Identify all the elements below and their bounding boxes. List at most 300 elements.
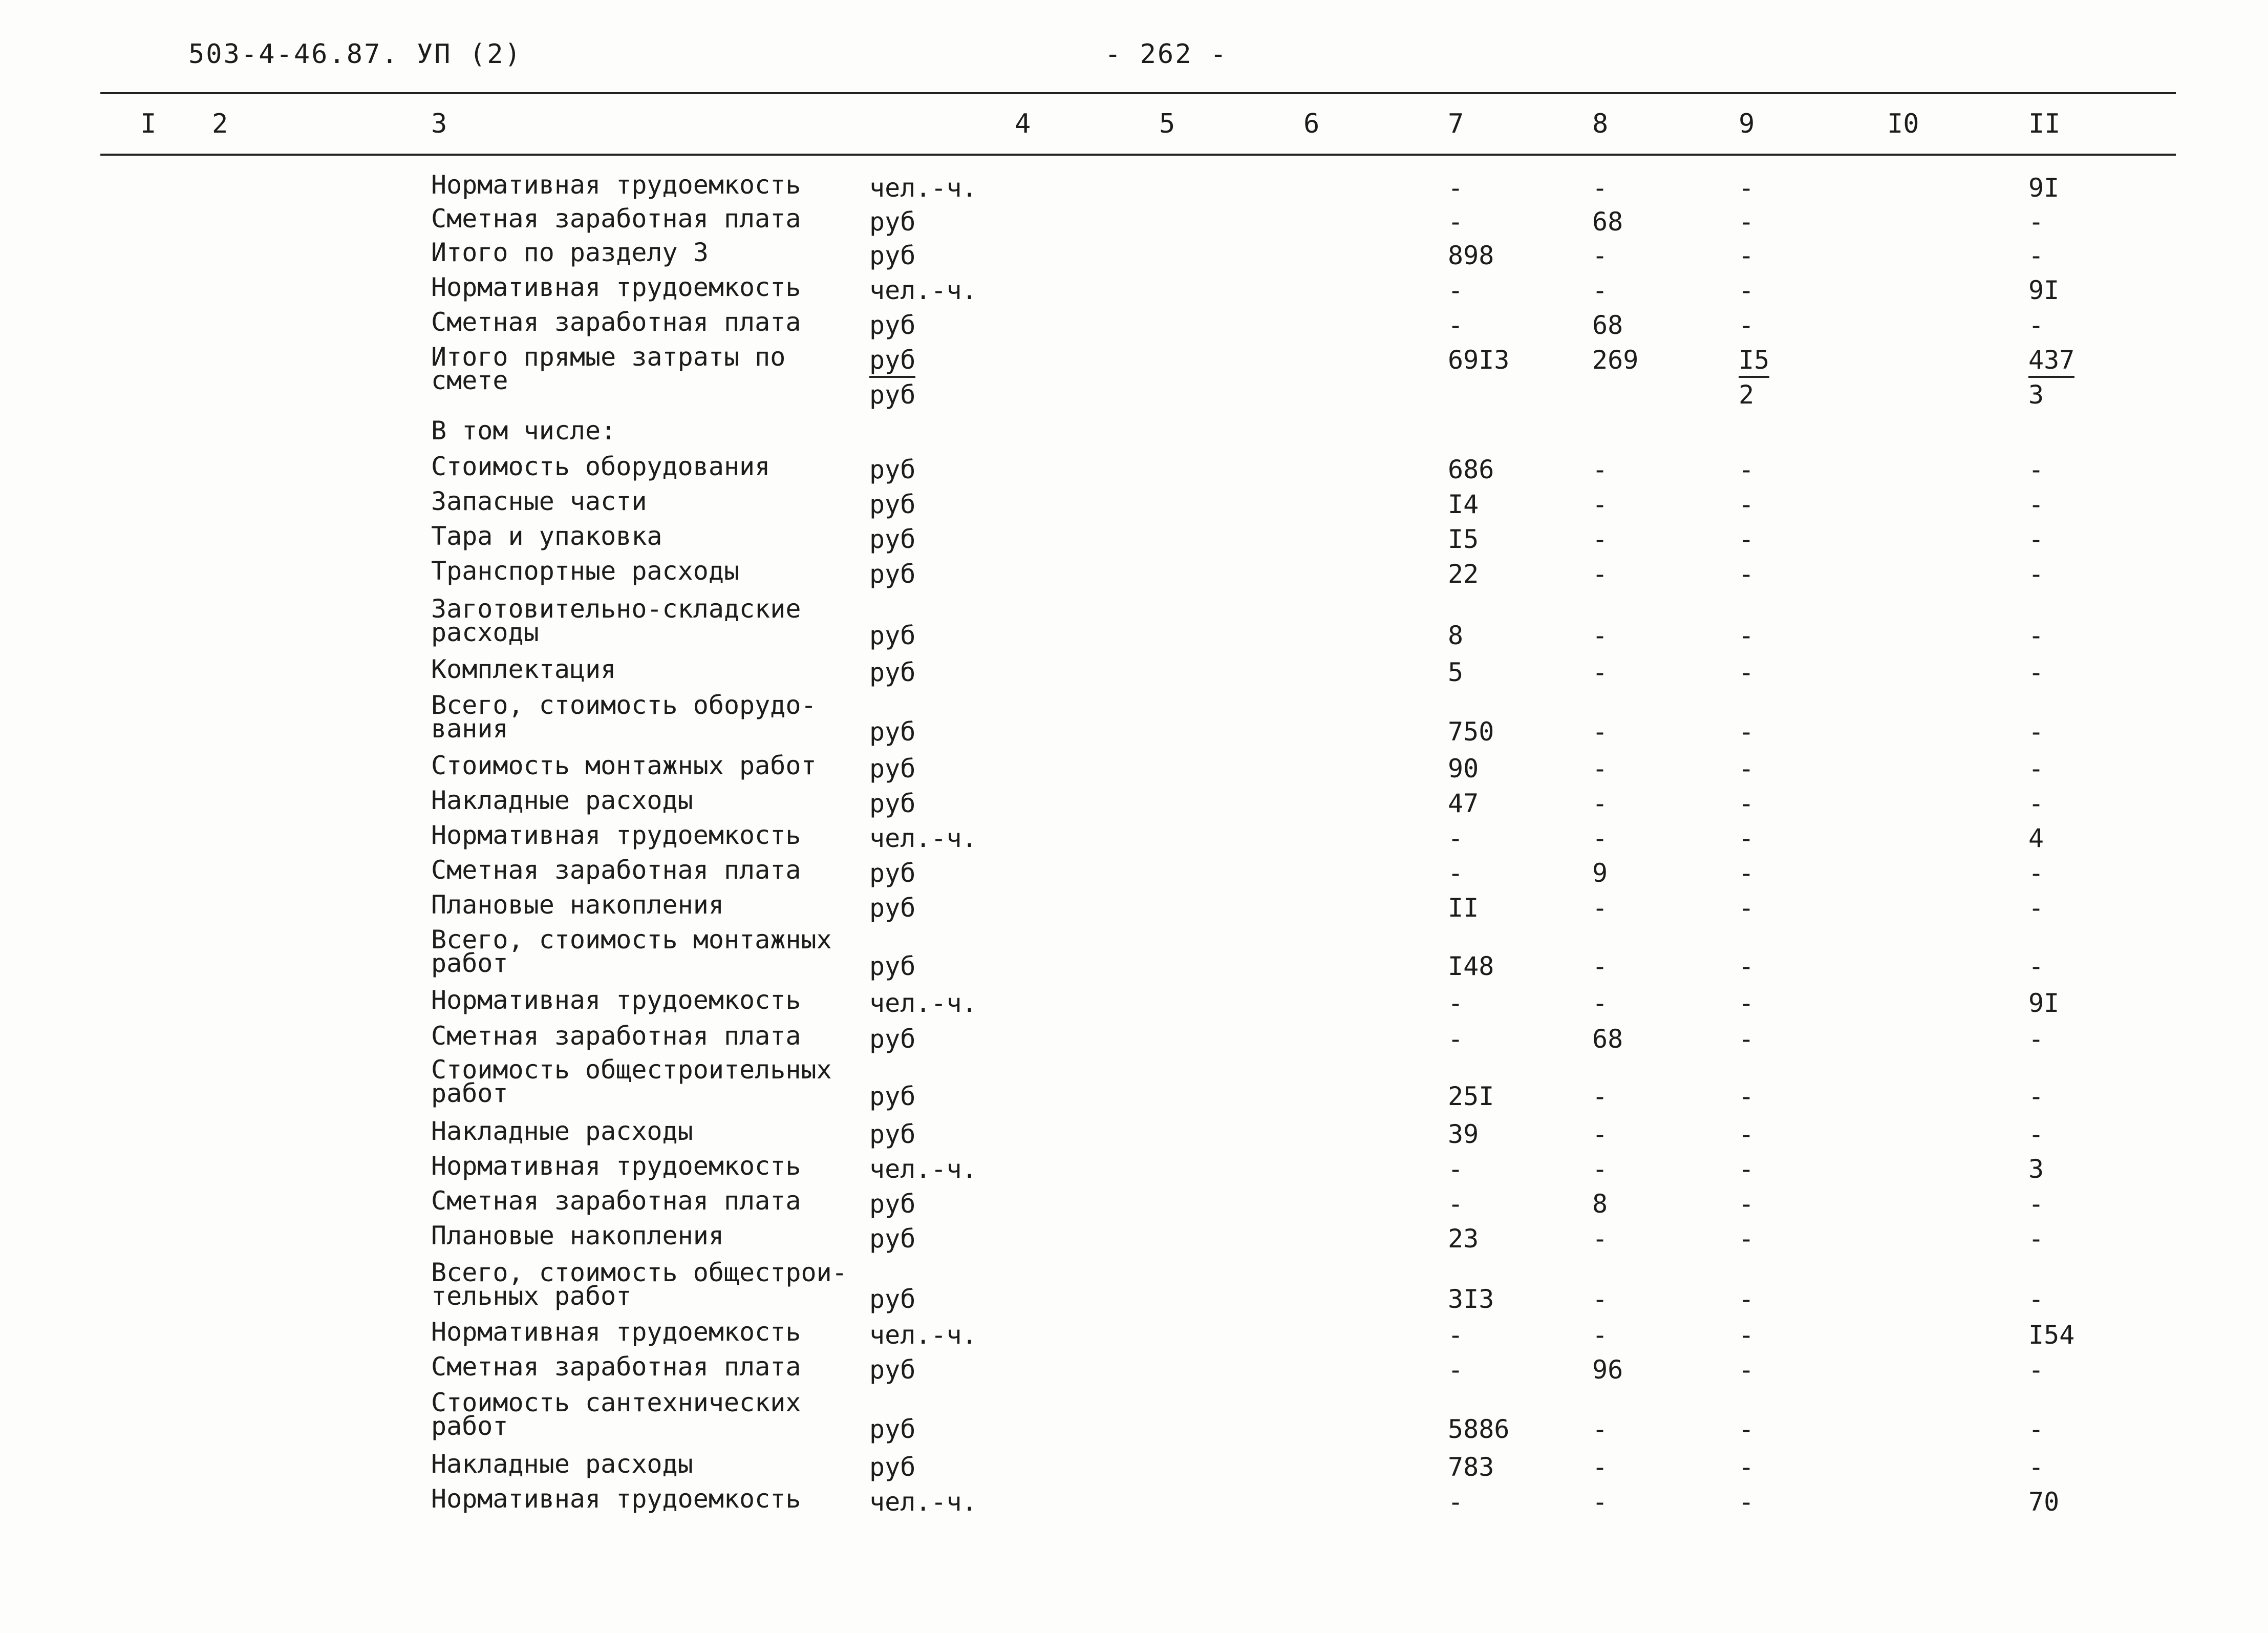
unit-cell-value: руб	[869, 455, 916, 484]
col7-cell	[1448, 858, 1463, 888]
col9-cell	[1739, 754, 1754, 783]
unit-cell	[869, 559, 915, 589]
column-header-5: 5	[1159, 109, 1175, 139]
col11-cell	[2028, 1320, 2074, 1350]
col9-cell	[1739, 893, 1754, 923]
col8-cell	[1592, 1452, 1608, 1482]
col8-cell	[1592, 559, 1608, 589]
row-description	[431, 985, 801, 1015]
row-description-line: Сметная заработная плата	[431, 307, 801, 337]
table-top-rule	[100, 92, 2176, 94]
row-description	[431, 1317, 801, 1347]
col11-cell-value: -	[2028, 559, 2044, 589]
col8-cell	[1592, 658, 1608, 687]
unit-cell	[869, 310, 915, 340]
unit-cell	[869, 621, 915, 650]
column-header-8: 8	[1592, 109, 1609, 139]
unit-cell	[869, 1414, 915, 1444]
unit-cell	[869, 524, 915, 554]
column-header-3: 3	[431, 109, 447, 139]
col7-cell-value: 8	[1448, 621, 1464, 650]
col9-cell	[1739, 789, 1754, 818]
col9-cell	[1739, 1189, 1754, 1219]
unit-cell-value: руб	[869, 717, 916, 747]
col7-cell	[1448, 455, 1494, 484]
row-description-line: Всего, стоимость монтажных	[431, 925, 832, 955]
column-header-4: 4	[1015, 109, 1031, 139]
col11-cell	[2028, 1284, 2044, 1314]
row-description-line: расходы	[431, 618, 539, 647]
col8-cell-value: -	[1592, 658, 1608, 687]
col8-cell	[1592, 1284, 1608, 1314]
col7-cell	[1448, 490, 1479, 519]
col9-cell	[1739, 1452, 1754, 1482]
col8-cell	[1592, 455, 1608, 484]
unit-cell	[869, 893, 915, 923]
row-description-line: Плановые накопления	[431, 890, 724, 920]
col8-cell	[1592, 275, 1608, 305]
unit-cell	[869, 754, 915, 783]
row-description	[431, 690, 817, 744]
row-description	[431, 1116, 693, 1146]
col9-cell-value: -	[1739, 1224, 1755, 1254]
col11-cell-value: I54	[2028, 1320, 2075, 1350]
col8-cell-value: 9	[1592, 858, 1608, 888]
row-description-line: В том числе:	[431, 416, 616, 446]
unit-cell	[869, 858, 915, 888]
col9-cell-value: -	[1739, 658, 1755, 687]
col8-cell	[1592, 1081, 1608, 1111]
col9-cell-value: -	[1739, 893, 1755, 923]
row-description-line: Всего, стоимость общестрои-	[431, 1258, 847, 1287]
column-header-9: 9	[1739, 109, 1755, 139]
unit-cell	[869, 1024, 915, 1054]
unit-cell-value: руб	[869, 858, 916, 888]
row-description	[431, 855, 801, 885]
col11-cell-value: -	[2028, 1119, 2044, 1149]
unit-cell	[869, 1119, 915, 1149]
col8-cell	[1592, 173, 1608, 203]
col9-cell-value: -	[1739, 490, 1755, 519]
col8-cell-value: -	[1592, 717, 1608, 747]
col11-cell	[2028, 1452, 2044, 1482]
col11-cell-value: -	[2028, 1024, 2044, 1054]
col8-cell-value: -	[1592, 524, 1608, 554]
col7-cell	[1448, 310, 1463, 340]
col8-cell-value: -	[1592, 455, 1608, 484]
unit-cell	[869, 789, 915, 818]
col7-cell-value: I4	[1448, 490, 1479, 519]
col8-cell-value: -	[1592, 559, 1608, 589]
col7-cell-value: -	[1448, 207, 1464, 237]
unit-cell-value: чел.-ч.	[869, 1154, 977, 1184]
row-description-line: Нормативная трудоемкость	[431, 985, 801, 1015]
col7-cell	[1448, 951, 1494, 981]
col9-cell-value: -	[1739, 988, 1755, 1018]
col11-cell	[2028, 789, 2044, 818]
row-description-line: Стоимость оборудования	[431, 452, 771, 481]
row-description-line: Накладные расходы	[431, 1116, 693, 1146]
row-description-line: Нормативная трудоемкость	[431, 1317, 801, 1347]
col11-cell-value: -	[2028, 207, 2044, 237]
unit-cell-value: руб	[869, 1081, 916, 1111]
row-description-line: Сметная заработная плата	[431, 1352, 801, 1382]
unit-cell-value: руб	[869, 1355, 916, 1385]
col9-cell-value: -	[1739, 1081, 1755, 1111]
col7-cell-value: 5886	[1448, 1414, 1510, 1444]
row-description-line: Стоимость общестроительных	[431, 1055, 832, 1085]
row-description-line: Сметная заработная плата	[431, 1021, 801, 1051]
document-code: 503-4-46.87. УП (2)	[188, 39, 522, 70]
col7-cell-value: -	[1448, 275, 1464, 305]
row-description-line: Стоимость сантехнических	[431, 1388, 801, 1417]
row-description	[431, 594, 801, 647]
col9-cell	[1739, 173, 1754, 203]
col8-cell	[1592, 1224, 1608, 1254]
row-description-line: работ	[431, 1411, 508, 1441]
unit-cell	[869, 455, 915, 484]
col11-cell	[2028, 1154, 2044, 1184]
col11-cell-value: -	[2028, 524, 2044, 554]
unit-cell-value: руб	[869, 1414, 916, 1444]
col7-cell-value: -	[1448, 1154, 1464, 1184]
col11-cell	[2028, 1119, 2044, 1149]
unit-cell-value: чел.-ч.	[869, 1320, 977, 1350]
col11-cell-value: -	[2028, 1224, 2044, 1254]
row-description-line: смете	[431, 366, 508, 395]
unit-cell-value: чел.-ч.	[869, 275, 977, 305]
row-description-line: Сметная заработная плата	[431, 1186, 801, 1216]
row-description	[431, 204, 801, 234]
col7-cell-value: -	[1448, 1024, 1464, 1054]
unit-cell	[869, 241, 915, 270]
unit-cell-value: руб	[869, 490, 916, 519]
unit-cell-denominator-value: руб	[869, 380, 916, 410]
row-description-line: Нормативная трудоемкость	[431, 272, 801, 302]
column-header-1: I	[140, 109, 157, 139]
col8-cell-value: -	[1592, 1154, 1608, 1184]
col11-cell-value: -	[2028, 858, 2044, 888]
column-header-11: II	[2028, 109, 2061, 139]
row-description-line: работ	[431, 948, 508, 978]
col7-cell	[1448, 173, 1463, 203]
col11-cell	[2028, 1024, 2044, 1054]
unit-cell	[869, 345, 915, 375]
unit-cell	[869, 988, 977, 1018]
unit-cell	[869, 490, 915, 519]
row-description-line: вания	[431, 714, 508, 744]
col9-cell-value: -	[1739, 275, 1755, 305]
col11-cell-value: 70	[2028, 1487, 2060, 1517]
row-description	[431, 1021, 801, 1051]
unit-cell	[869, 823, 977, 853]
unit-cell-value: руб	[869, 241, 916, 270]
col11-cell-value: -	[2028, 1081, 2044, 1111]
col7-cell	[1448, 1284, 1494, 1314]
col7-cell	[1448, 823, 1463, 853]
col11-cell-value: -	[2028, 455, 2044, 484]
col8-cell	[1592, 823, 1608, 853]
row-description	[431, 486, 647, 516]
col9-cell-value: -	[1739, 823, 1755, 853]
col7-cell-value: 5	[1448, 658, 1464, 687]
col7-cell-value: 23	[1448, 1224, 1479, 1254]
col8-cell	[1592, 241, 1608, 270]
unit-cell-value: руб	[869, 524, 916, 554]
col8-cell-value: -	[1592, 988, 1608, 1018]
col7-cell-value: 69I3	[1448, 345, 1510, 375]
col9-cell-denominator	[1739, 380, 1754, 410]
col7-cell-value: II	[1448, 893, 1479, 923]
col9-cell	[1739, 524, 1754, 554]
unit-cell	[869, 1224, 915, 1254]
row-description-line: Комплектация	[431, 654, 616, 684]
col9-cell	[1739, 823, 1754, 853]
col11-cell	[2028, 988, 2059, 1018]
row-description-line: Тара и упаковка	[431, 521, 662, 551]
col8-cell-value: -	[1592, 754, 1608, 783]
col8-cell	[1592, 1119, 1608, 1149]
row-description-line: Заготовительно-складские	[431, 594, 801, 624]
col7-cell-value: 750	[1448, 717, 1494, 747]
col11-cell-value: -	[2028, 310, 2044, 340]
col8-cell-value: -	[1592, 1320, 1608, 1350]
col7-cell-value: 22	[1448, 559, 1479, 589]
unit-cell	[869, 1320, 977, 1350]
col7-cell-value: 39	[1448, 1119, 1479, 1149]
col9-cell-value: -	[1739, 1284, 1755, 1314]
col9-cell-denominator-value: 2	[1739, 380, 1755, 410]
col9-cell-value: -	[1739, 1487, 1755, 1517]
unit-cell-value: руб	[869, 789, 916, 818]
col11-cell	[2028, 1487, 2059, 1517]
unit-cell-value: руб	[869, 1024, 916, 1054]
col8-cell-value: -	[1592, 1284, 1608, 1314]
col11-cell	[2028, 658, 2044, 687]
col9-cell-value: -	[1739, 951, 1755, 981]
unit-cell-value: чел.-ч.	[869, 173, 977, 203]
unit-cell-value: руб	[869, 1452, 916, 1482]
row-description-line: Сметная заработная плата	[431, 204, 801, 234]
unit-cell-value: руб	[869, 1284, 916, 1314]
col8-cell-value: -	[1592, 173, 1608, 203]
col11-cell-value: 9I	[2028, 173, 2060, 203]
row-description	[431, 342, 786, 395]
column-header-6: 6	[1303, 109, 1320, 139]
col8-cell-value: -	[1592, 621, 1608, 650]
col9-cell	[1739, 1355, 1754, 1385]
row-description	[431, 820, 801, 850]
col11-cell	[2028, 310, 2044, 340]
col7-cell	[1448, 559, 1479, 589]
row-description-line: Итого прямые затраты по	[431, 342, 786, 372]
col9-cell	[1739, 951, 1754, 981]
col8-cell-value: -	[1592, 893, 1608, 923]
col7-cell-value: -	[1448, 173, 1464, 203]
col9-cell-value: -	[1739, 754, 1755, 783]
table-row	[0, 1484, 2268, 1558]
col9-cell	[1739, 621, 1754, 650]
col9-cell	[1739, 207, 1754, 237]
col8-cell	[1592, 951, 1608, 981]
row-description	[431, 925, 832, 978]
col9-cell	[1739, 858, 1754, 888]
col7-cell	[1448, 1189, 1463, 1219]
unit-cell-value: чел.-ч.	[869, 988, 977, 1018]
col9-cell-value: -	[1739, 1320, 1755, 1350]
row-description	[431, 751, 817, 780]
col9-cell	[1739, 1320, 1754, 1350]
col8-cell-value: 8	[1592, 1189, 1608, 1219]
col11-cell	[2028, 241, 2044, 270]
col8-cell	[1592, 893, 1608, 923]
row-description-line: Накладные расходы	[431, 1449, 693, 1479]
row-description-line: Запасные части	[431, 486, 647, 516]
col8-cell-value: -	[1592, 1119, 1608, 1149]
col8-cell	[1592, 490, 1608, 519]
unit-cell-value: руб	[869, 1189, 916, 1219]
col9-cell	[1739, 1119, 1754, 1149]
col7-cell-value: I5	[1448, 524, 1479, 554]
col11-cell-value: 3	[2028, 1154, 2044, 1184]
col11-cell	[2028, 275, 2059, 305]
col9-cell	[1739, 1154, 1754, 1184]
unit-cell	[869, 275, 977, 305]
unit-cell	[869, 1487, 977, 1517]
col8-cell-value: -	[1592, 1452, 1608, 1482]
col7-cell-value: 898	[1448, 241, 1494, 270]
col8-cell	[1592, 717, 1608, 747]
row-description-line: Плановые накопления	[431, 1221, 724, 1250]
col9-cell	[1739, 1024, 1754, 1054]
col7-cell	[1448, 717, 1494, 747]
unit-cell-value: руб	[869, 893, 916, 923]
col8-cell-value: 269	[1592, 345, 1639, 375]
col7-cell-value: 47	[1448, 789, 1479, 818]
col8-cell-value: -	[1592, 490, 1608, 519]
row-description	[431, 238, 709, 267]
col7-cell-value: 686	[1448, 455, 1494, 484]
col7-cell-value: -	[1448, 310, 1464, 340]
col8-cell	[1592, 524, 1608, 554]
row-description	[431, 1484, 801, 1514]
col11-cell	[2028, 1224, 2044, 1254]
col9-cell-value: -	[1739, 1355, 1755, 1385]
col7-cell-value: I48	[1448, 951, 1494, 981]
col8-cell-value: 68	[1592, 310, 1623, 340]
col8-cell-value: 68	[1592, 207, 1623, 237]
col9-cell-value: -	[1739, 524, 1755, 554]
row-description	[431, 170, 801, 200]
col9-cell	[1739, 1487, 1754, 1517]
col9-cell-value: -	[1739, 1154, 1755, 1184]
col7-cell	[1448, 1355, 1463, 1385]
col8-cell-value: -	[1592, 1487, 1608, 1517]
col11-cell	[2028, 207, 2044, 237]
col9-cell-value: -	[1739, 559, 1755, 589]
col7-cell	[1448, 207, 1463, 237]
col7-cell-value: -	[1448, 858, 1464, 888]
col11-cell	[2028, 490, 2044, 519]
col8-cell-value: -	[1592, 789, 1608, 818]
col9-cell	[1739, 717, 1754, 747]
page-number: - 262 -	[1105, 39, 1228, 70]
col8-cell-value: -	[1592, 241, 1608, 270]
col11-cell	[2028, 951, 2044, 981]
col9-cell-value: -	[1739, 310, 1755, 340]
col8-cell-value: -	[1592, 823, 1608, 853]
row-description	[431, 1221, 724, 1250]
col7-cell	[1448, 658, 1463, 687]
col8-cell-value: 96	[1592, 1355, 1623, 1385]
col11-cell	[2028, 173, 2059, 203]
col7-cell-value: -	[1448, 988, 1464, 1018]
col8-cell-value: -	[1592, 1224, 1608, 1254]
unit-cell	[869, 207, 915, 237]
col7-cell	[1448, 1154, 1463, 1184]
unit-cell	[869, 717, 915, 747]
col8-cell-value: -	[1592, 1081, 1608, 1111]
row-description-line: Накладные расходы	[431, 786, 693, 815]
row-description-line: Транспортные расходы	[431, 556, 740, 586]
unit-cell-value: чел.-ч.	[869, 823, 977, 853]
col11-cell	[2028, 524, 2044, 554]
col8-cell-value: -	[1592, 1414, 1608, 1444]
col8-cell-value: -	[1592, 275, 1608, 305]
col8-cell	[1592, 1355, 1623, 1385]
col7-cell	[1448, 524, 1479, 554]
col11-cell	[2028, 455, 2044, 484]
col8-cell	[1592, 1414, 1608, 1444]
row-description	[431, 1055, 832, 1108]
col11-cell-value: -	[2028, 1414, 2044, 1444]
row-description	[431, 1449, 693, 1479]
col9-cell-value: -	[1739, 789, 1755, 818]
row-description	[431, 416, 616, 446]
col8-cell	[1592, 858, 1608, 888]
col11-cell-value: 9I	[2028, 988, 2060, 1018]
col9-cell	[1739, 345, 1769, 375]
col9-cell-value: -	[1739, 207, 1755, 237]
col8-cell	[1592, 988, 1608, 1018]
col11-cell-value: -	[2028, 717, 2044, 747]
col7-cell-value: 90	[1448, 754, 1479, 783]
unit-cell-value: руб	[869, 345, 915, 378]
unit-cell-value: руб	[869, 559, 916, 589]
col11-cell-value: 9I	[2028, 275, 2060, 305]
col11-cell	[2028, 559, 2044, 589]
col9-cell	[1739, 559, 1754, 589]
row-description	[431, 1388, 801, 1441]
row-description	[431, 556, 740, 586]
col9-cell-value: -	[1739, 1119, 1755, 1149]
col7-cell	[1448, 988, 1463, 1018]
col11-cell-value: -	[2028, 490, 2044, 519]
col7-cell-value: -	[1448, 1189, 1464, 1219]
unit-cell-value: руб	[869, 1119, 916, 1149]
col11-cell	[2028, 1414, 2044, 1444]
row-description-line: Нормативная трудоемкость	[431, 820, 801, 850]
col7-cell-value: -	[1448, 1320, 1464, 1350]
col11-cell	[2028, 893, 2044, 923]
col7-cell	[1448, 1487, 1463, 1517]
row-description-line: тельных работ	[431, 1281, 632, 1311]
col7-cell-value: 25I	[1448, 1081, 1494, 1111]
col8-cell	[1592, 345, 1638, 375]
col9-cell-value: -	[1739, 455, 1755, 484]
col11-cell-value: -	[2028, 893, 2044, 923]
col9-cell-value: -	[1739, 173, 1755, 203]
